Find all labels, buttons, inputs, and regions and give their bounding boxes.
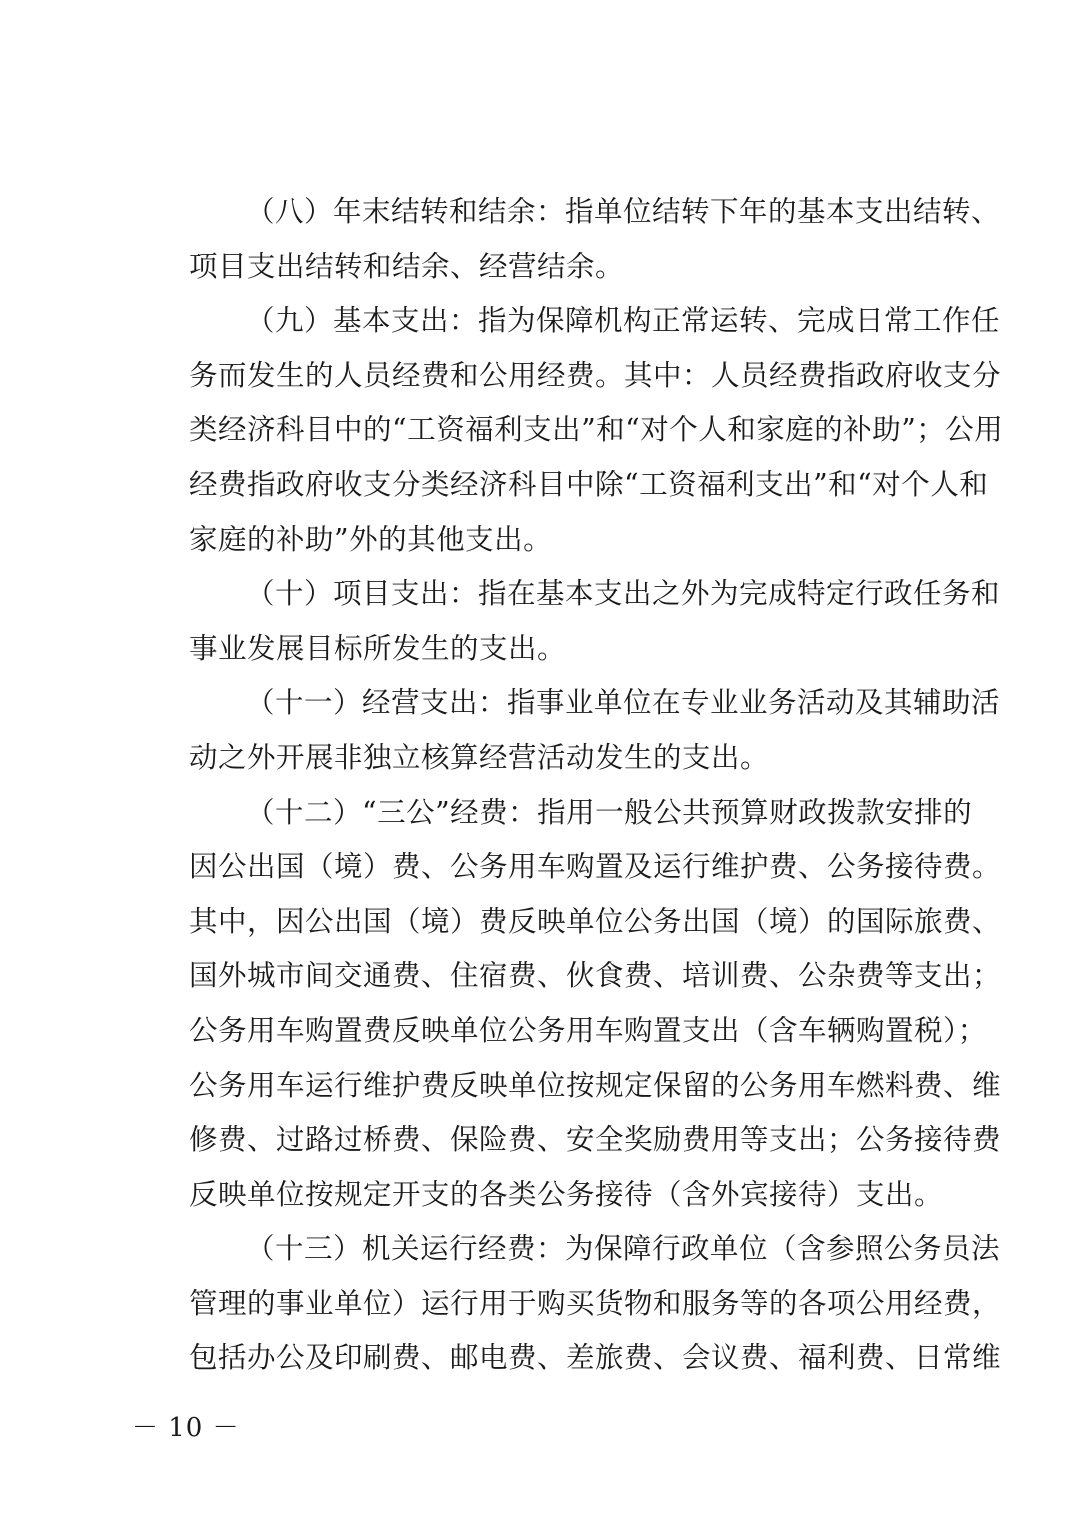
document-body <box>132 185 1004 1386</box>
text-line: （十一）经营支出：指事业单位在专业业务活动及其辅助活 <box>246 686 1001 720</box>
paragraph-year-end-balance <box>132 185 1001 294</box>
text-line: （十三）机关运行经费：为保障行政单位（含参照公务员法 <box>246 1232 1001 1266</box>
paragraph-basic-expenditure <box>132 294 1004 567</box>
text-line: 动之外开展非独立核算经营活动发生的支出。 <box>189 740 770 774</box>
text-line: 修费、过路过桥费、保险费、安全奖励费用等支出；公务接待费 <box>189 1123 1002 1157</box>
text-line: 类经济科目中的“工资福利支出”和“对个人和家庭的补助”；公用 <box>189 413 1004 447</box>
text-line: 反映单位按规定开支的各类公务接待（含外宾接待）支出。 <box>189 1177 944 1211</box>
text-line: （十二）“三公”经费：指用一般公共预算财政拨款安排的 <box>246 795 973 829</box>
text-line: 公务用车运行维护费反映单位按规定保留的公务用车燃料费、维 <box>189 1068 1002 1102</box>
text-line: 家庭的补助”外的其他支出。 <box>189 522 553 556</box>
text-line: 事业发展目标所发生的支出。 <box>189 631 567 665</box>
text-line: 其中，因公出国（境）费反映单位公务出国（境）的国际旅费、 <box>189 904 1002 938</box>
text-line: 公务用车购置费反映单位公务用车购置支出（含车辆购置税）； <box>189 1013 987 1047</box>
paragraph-agency-operating-expenses <box>132 1222 1002 1386</box>
text-line: （十）项目支出：指在基本支出之外为完成特定行政任务和 <box>246 577 1001 611</box>
text-line: 经费指政府收支分类经济科目中除“工资福利支出”和“对个人和 <box>189 467 989 501</box>
text-line: 管理的事业单位）运行用于购买货物和服务等的各项公用经费， <box>189 1286 1002 1320</box>
text-line: 项目支出结转和结余、经营结余。 <box>189 249 625 283</box>
paragraph-operating-expenditure <box>132 676 1001 785</box>
text-line: 包括办公及印刷费、邮电费、差旅费、会议费、福利费、日常维 <box>189 1341 1002 1375</box>
text-line: 因公出国（境）费、公务用车购置及运行维护费、公务接待费。 <box>189 850 1002 884</box>
text-line: （九）基本支出：指为保障机构正常运转、完成日常工作任 <box>246 304 1001 338</box>
page-number: － 10 － <box>132 1413 240 1443</box>
text-line: 务而发生的人员经费和公用经费。其中：人员经费指政府收支分 <box>189 358 1002 392</box>
text-line: （八）年末结转和结余：指单位结转下年的基本支出结转、 <box>246 195 1001 228</box>
text-line: 国外城市间交通费、住宿费、伙食费、培训费、公杂费等支出； <box>189 959 1002 993</box>
paragraph-three-public-expenses <box>132 786 1002 1223</box>
paragraph-project-expenditure <box>132 567 1001 676</box>
